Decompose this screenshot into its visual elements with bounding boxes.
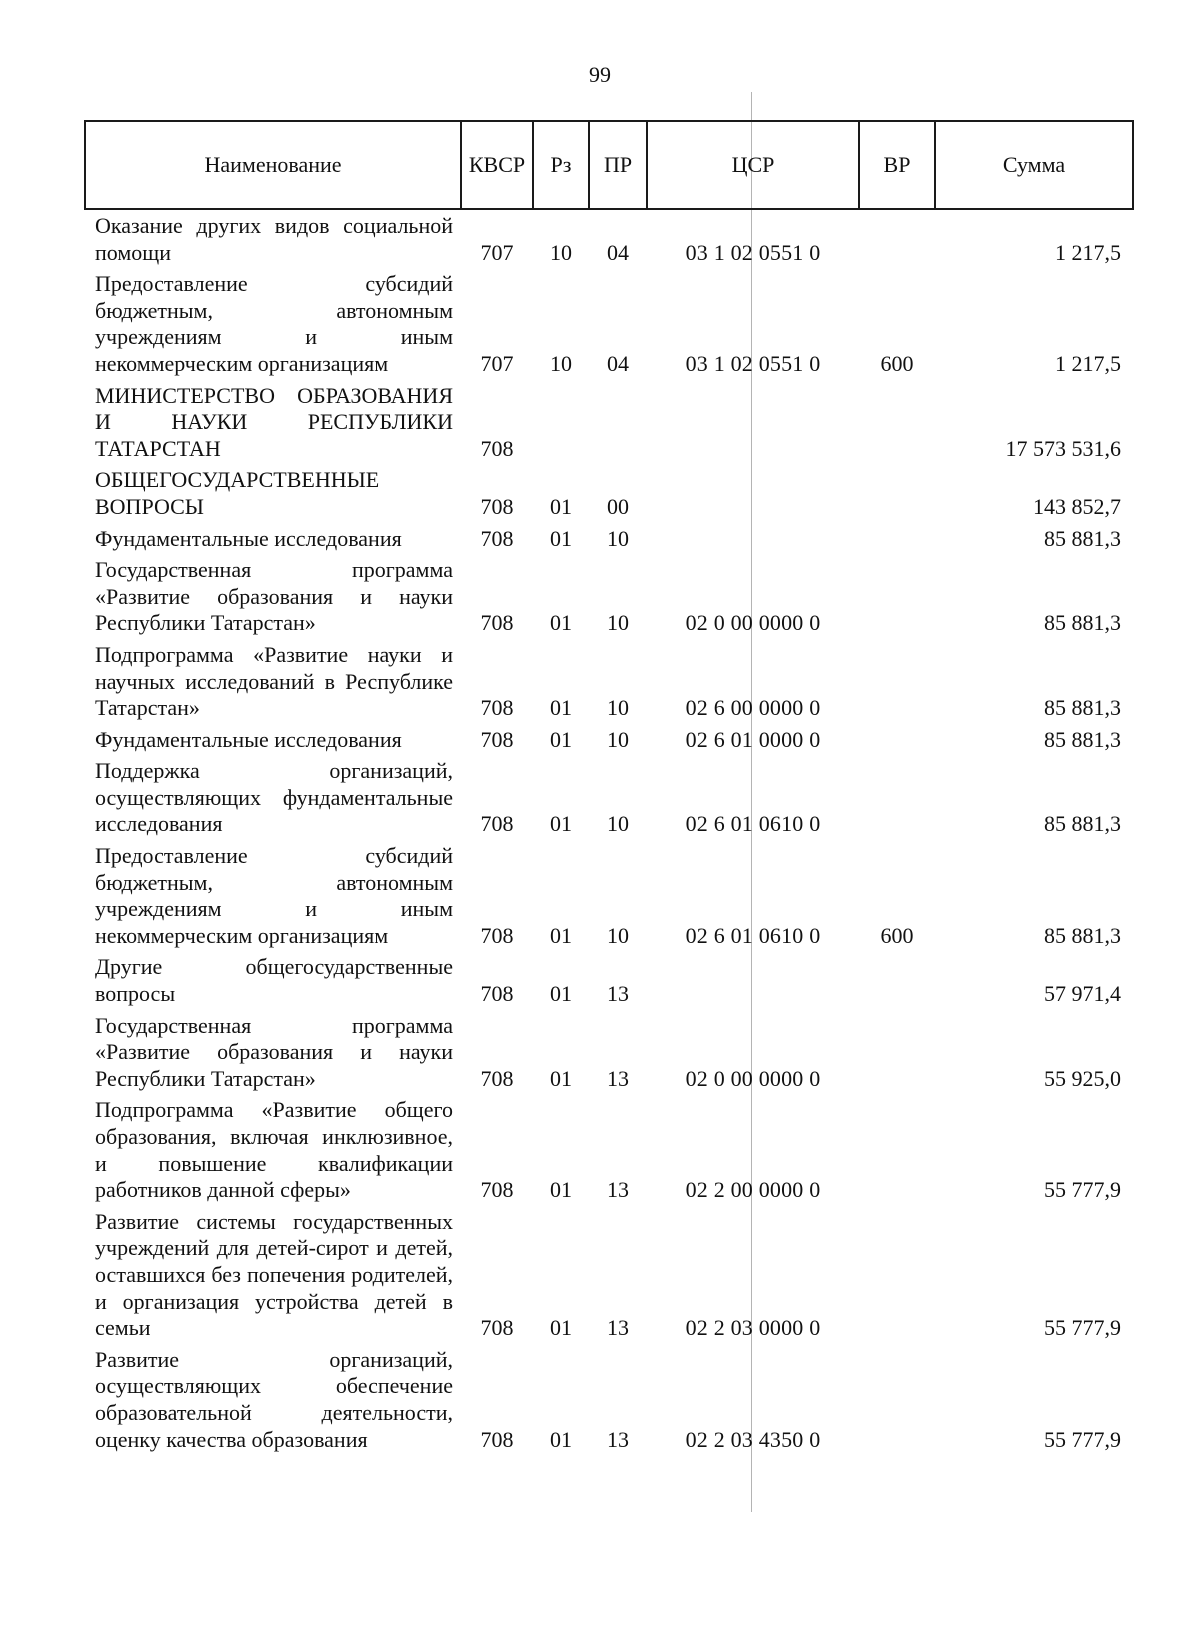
cell-name: Предоставление субсидий бюджетным, автономным учреждениям и иным некоммерческим организациям (95, 843, 453, 948)
cell-name: Предоставление субсидий бюджетным, автономным учреждениям и иным некоммерческим организациям (95, 271, 453, 376)
table-row (85, 755, 1133, 840)
cell-name: Поддержка организаций, осуществляющих фундаментальные исследования (95, 758, 453, 837)
cell-sum: 85 881,3 (1044, 695, 1121, 721)
cell-rz (533, 380, 589, 465)
cell-name: Подпрограмма «Развитие науки и научных исследований в Республике Татарстан» (95, 641, 453, 721)
cell-sum: 85 881,3 (1044, 811, 1121, 837)
cell-kvsr: 708 (480, 1177, 514, 1203)
cell-rz: 10 (550, 350, 572, 376)
cell-sum: 85 881,3 (1044, 726, 1121, 752)
cell-vr (859, 951, 935, 1009)
cell-rz: 01 (550, 922, 572, 948)
cell-csr (647, 951, 859, 1009)
cell-pr: 10 (607, 811, 629, 837)
table-row (85, 1206, 1133, 1344)
cell-name: ОБЩЕГОСУДАРСТВЕННЫЕ ВОПРОСЫ (95, 467, 380, 519)
cell-name: Подпрограмма «Развитие общего образования, включая инклюзивное, и повышение квалификации работников данной сферы» (95, 1097, 453, 1203)
cell-kvsr: 708 (480, 1065, 514, 1091)
cell-vr (859, 554, 935, 639)
cell-csr (647, 380, 859, 465)
cell-csr: 02 2 03 4350 0 (685, 1426, 821, 1452)
cell-sum: 55 777,9 (1044, 1315, 1121, 1341)
cell-rz: 01 (550, 1177, 572, 1203)
cell-csr: 02 6 00 0000 0 (685, 695, 821, 721)
cell-kvsr: 708 (480, 726, 514, 752)
cell-name: Государственная программа «Развитие образования и науки Республики Татарстан» (95, 1012, 453, 1091)
cell-kvsr: 708 (480, 811, 514, 837)
cell-pr: 10 (607, 610, 629, 636)
cell-vr (859, 209, 935, 268)
cell-sum: 17 573 531,6 (1005, 435, 1121, 461)
cell-pr: 04 (607, 350, 629, 376)
table-row (85, 464, 1133, 522)
page-number: 99 (589, 62, 611, 87)
cell-vr (859, 724, 935, 756)
cell-pr: 10 (607, 695, 629, 721)
cell-csr: 02 2 03 0000 0 (685, 1315, 821, 1341)
table-row (85, 1094, 1133, 1205)
table-row (85, 639, 1133, 724)
cell-vr: 600 (880, 350, 914, 376)
table-row (85, 840, 1133, 951)
table-row (85, 951, 1133, 1009)
cell-name: Развитие системы государственных учреждений для детей-сирот и детей, оставшихся без попечения родителей, и организация устройства детей в семьи (95, 1208, 453, 1341)
header-name: Наименование (85, 121, 461, 209)
cell-csr: 03 1 02 0551 0 (685, 239, 821, 265)
cell-kvsr: 708 (480, 610, 514, 636)
cell-vr (859, 639, 935, 724)
cell-sum: 85 881,3 (1044, 922, 1121, 948)
cell-pr: 10 (607, 922, 629, 948)
cell-csr (647, 464, 859, 522)
cell-sum: 55 777,9 (1044, 1177, 1121, 1203)
cell-vr (859, 523, 935, 555)
cell-csr: 02 0 00 0000 0 (685, 610, 821, 636)
cell-csr: 02 6 01 0610 0 (685, 811, 821, 837)
table-row (85, 724, 1133, 756)
cell-rz: 01 (550, 525, 572, 551)
cell-csr: 02 2 00 0000 0 (685, 1177, 821, 1203)
cell-kvsr: 708 (480, 525, 514, 551)
cell-name: Развитие организаций, осуществляющих обеспечение образовательной деятельности, оценку качества образования (95, 1346, 453, 1452)
cell-rz: 01 (550, 1426, 572, 1452)
cell-name: Оказание других видов социальной помощи (95, 213, 453, 265)
cell-sum: 1 217,5 (1055, 239, 1121, 265)
cell-vr (859, 380, 935, 465)
cell-pr: 10 (607, 726, 629, 752)
cell-sum: 85 881,3 (1044, 610, 1121, 636)
header-pr: ПР (589, 121, 647, 209)
table-row (85, 1344, 1133, 1455)
cell-pr: 13 (607, 1065, 629, 1091)
cell-kvsr: 707 (480, 350, 514, 376)
cell-name: Фундаментальные исследования (95, 726, 402, 752)
cell-pr: 13 (607, 1426, 629, 1452)
cell-pr: 13 (607, 981, 629, 1007)
cell-sum: 55 925,0 (1044, 1065, 1121, 1091)
cell-kvsr: 708 (480, 1426, 514, 1452)
cell-pr: 00 (607, 493, 629, 519)
cell-name: Государственная программа «Развитие образования и науки Республики Татарстан» (95, 557, 453, 636)
cell-name: МИНИСТЕРСТВО ОБРАЗОВАНИЯ И НАУКИ РЕСПУБЛИКИ ТАТАРСТАН (95, 382, 453, 461)
cell-csr (647, 523, 859, 555)
header-sum: Сумма (935, 121, 1133, 209)
cell-vr (859, 755, 935, 840)
cell-vr (859, 1010, 935, 1095)
cell-name: Фундаментальные исследования (95, 525, 402, 551)
header-vr: ВР (859, 121, 935, 209)
cell-kvsr: 708 (480, 1315, 514, 1341)
table-header (85, 121, 1133, 209)
cell-csr: 02 6 01 0000 0 (685, 726, 821, 752)
table-row (85, 523, 1133, 555)
table-row (85, 554, 1133, 639)
cell-kvsr: 708 (480, 435, 514, 461)
cell-rz: 01 (550, 726, 572, 752)
cell-kvsr: 707 (480, 239, 514, 265)
table-row (85, 380, 1133, 465)
header-rz: Рз (533, 121, 589, 209)
cell-rz: 01 (550, 695, 572, 721)
cell-sum: 57 971,4 (1044, 981, 1121, 1007)
cell-csr: 02 6 01 0610 0 (685, 922, 821, 948)
cell-rz: 01 (550, 610, 572, 636)
cell-name: Другие общегосударственные вопросы (95, 954, 453, 1007)
cell-vr (859, 1344, 935, 1455)
cell-rz: 01 (550, 981, 572, 1007)
cell-kvsr: 708 (480, 695, 514, 721)
cell-vr (859, 1094, 935, 1205)
cell-kvsr: 708 (480, 981, 514, 1007)
cell-vr: 600 (880, 922, 914, 948)
cell-rz: 01 (550, 811, 572, 837)
cell-pr: 13 (607, 1315, 629, 1341)
cell-kvsr: 708 (480, 922, 514, 948)
cell-rz: 01 (550, 1315, 572, 1341)
cell-pr: 13 (607, 1177, 629, 1203)
cell-rz: 01 (550, 1065, 572, 1091)
cell-sum: 85 881,3 (1044, 525, 1121, 551)
cell-vr (859, 464, 935, 522)
cell-kvsr: 708 (480, 493, 514, 519)
cell-rz: 10 (550, 239, 572, 265)
table-row (85, 268, 1133, 379)
cell-rz: 01 (550, 493, 572, 519)
cell-pr: 10 (607, 525, 629, 551)
table-row (85, 209, 1133, 268)
cell-vr (859, 1206, 935, 1344)
cell-pr (589, 380, 647, 465)
cell-pr: 04 (607, 239, 629, 265)
cell-csr: 03 1 02 0551 0 (685, 350, 821, 376)
cell-sum: 55 777,9 (1044, 1426, 1121, 1452)
header-csr: ЦСР (647, 121, 859, 209)
table-body (85, 209, 1133, 1455)
budget-table (84, 120, 1134, 1455)
cell-sum: 143 852,7 (1033, 493, 1121, 519)
cell-csr: 02 0 00 0000 0 (685, 1065, 821, 1091)
table-row (85, 1010, 1133, 1095)
cell-sum: 1 217,5 (1055, 350, 1121, 376)
header-kvsr: КВСР (461, 121, 533, 209)
